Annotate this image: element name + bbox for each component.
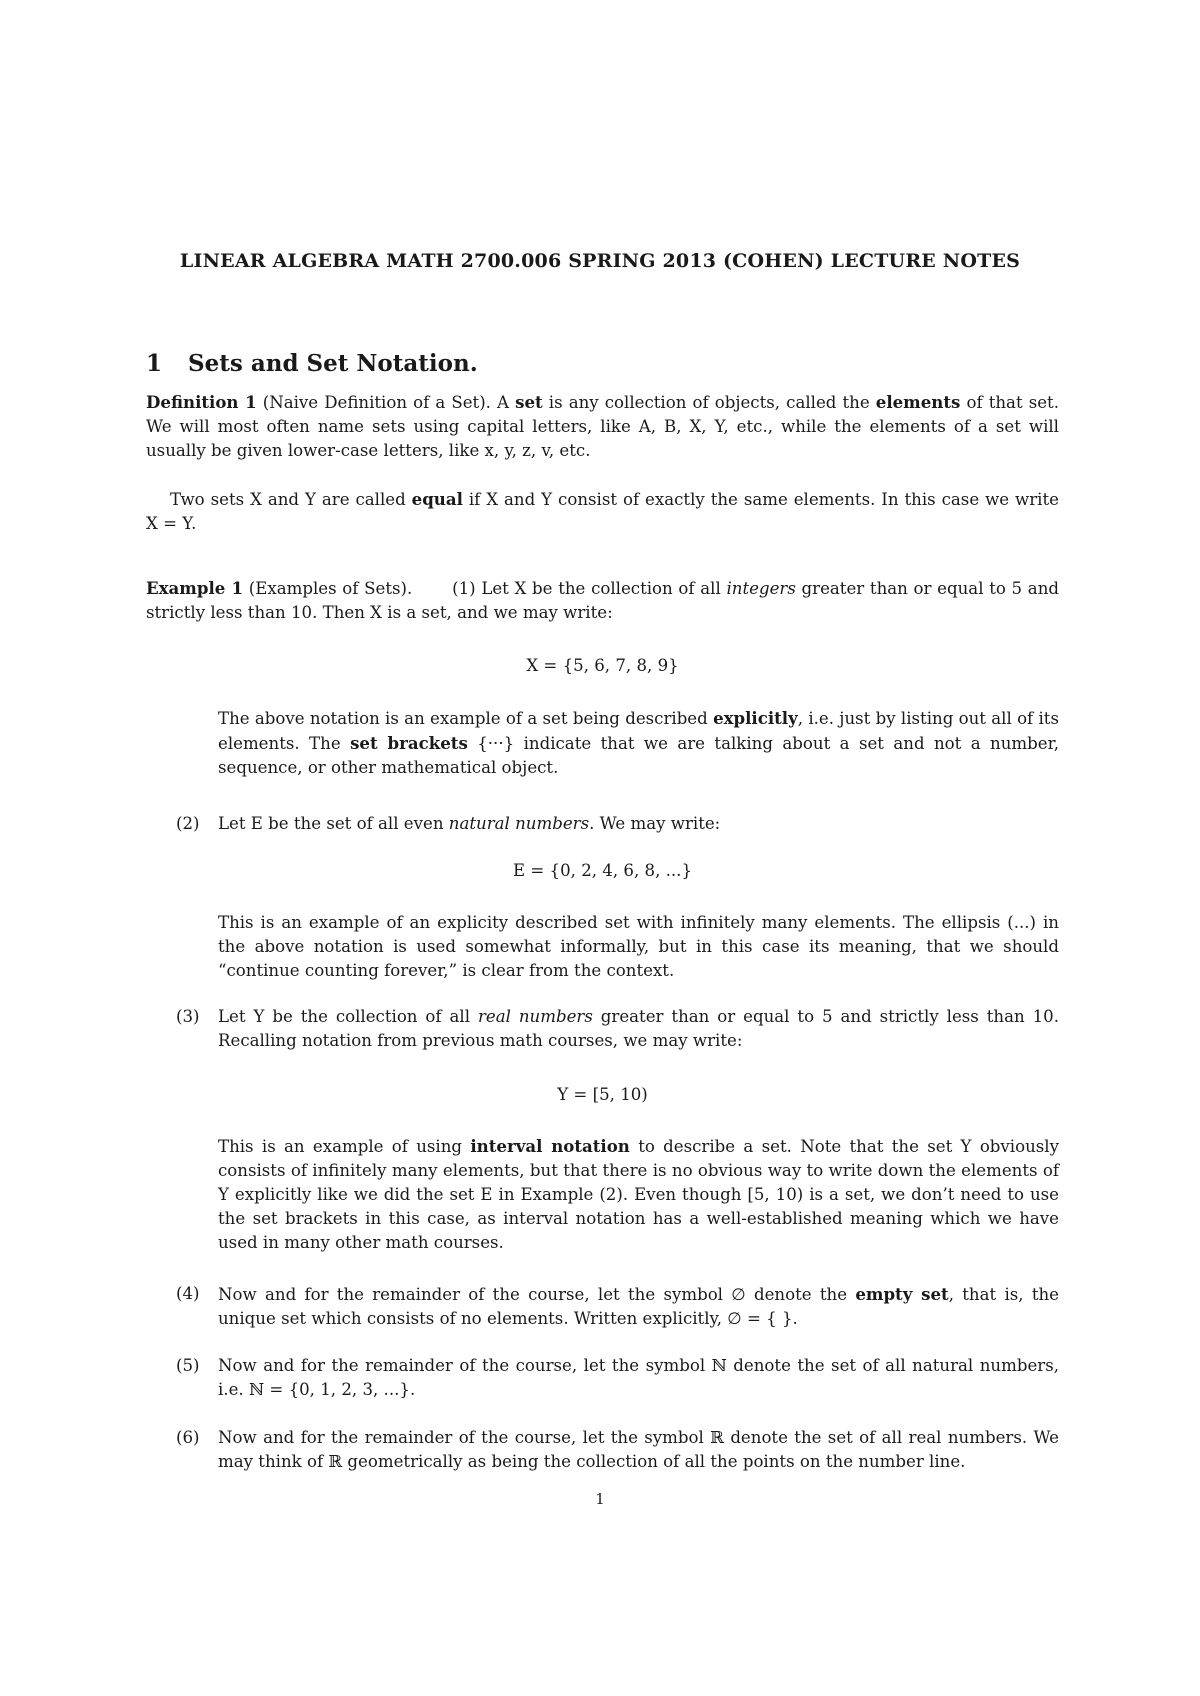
definition-text: of that set. We will most often name sets using capital letters, like A, B, X, Y, etc., while the elements of a set will usually be given lower-case letters, like x, y, z, v, etc. — [146, 393, 1059, 460]
term-empty-set: empty set — [855, 1284, 949, 1304]
term-interval-notation: interval notation — [470, 1136, 630, 1156]
item-text: Now and for the remainder of the course, let the symbol ∅ denote the — [218, 1285, 856, 1304]
equality-text: Two sets X and Y are called — [170, 490, 412, 509]
item-text: . We may write: — [589, 814, 721, 833]
equality-paragraph — [146, 487, 1059, 536]
item-number: (6) — [176, 1428, 200, 1447]
item-text: The above notation is an example of a set being described — [218, 709, 714, 728]
item-number: (5) — [176, 1356, 200, 1375]
term-equal: equal — [411, 489, 463, 509]
item-paragraph — [218, 706, 1059, 780]
definition-label: Definition 1 — [146, 392, 257, 412]
term-explicitly: explicitly — [713, 708, 798, 728]
item-paragraph: Now and for the remainder of the course, let the symbol ℝ denote the set of all real numbers. We may think of ℝ geometrically as being the collection of all the points on the number line. — [218, 1428, 1059, 1471]
section-number: 1 — [146, 350, 163, 377]
item-emphasis: natural numbers — [448, 814, 590, 833]
item-intro — [218, 1005, 1059, 1053]
item-paragraph — [218, 1282, 1059, 1331]
equality-text: if X and Y consist of exactly the same elements. In this case we write X = Y. — [146, 490, 1059, 533]
display-equation: Y = [5, 10) — [557, 1085, 648, 1104]
item-paragraph — [218, 1134, 1059, 1255]
item-number: (3) — [176, 1007, 200, 1026]
term-set: set — [515, 392, 543, 412]
display-equation: X = {5, 6, 7, 8, 9} — [526, 656, 679, 675]
item-text: greater than or equal to 5 and strictly less than 10. Then X is a set, and we may write: — [146, 579, 1060, 622]
term-set-brackets: set brackets — [350, 733, 468, 753]
item-text: This is an example of using — [218, 1137, 471, 1156]
item-number: (4) — [176, 1284, 200, 1303]
item-text: to describe a set. Note that the set Y obviously consists of infinitely many elements, but that there is no obvious way to write down the elements of Y explicitly like we did the set E in Example (2). Even though [5, 10) is a set, we don’t need to use the set brackets in this case, as interval notation has a well-established meaning which we have used in many other math courses. — [218, 1137, 1059, 1252]
item-intro — [218, 812, 1059, 836]
item-paragraph: This is an example of an explicity described set with infinitely many elements. The ellipsis (...) in the above notation is used somewhat informally, but in this case its meaning, that we should “continue counting forever,” is clear from the context. — [218, 913, 1059, 980]
example-label: Example 1 — [146, 578, 244, 598]
item-text: Let Y be the collection of all — [218, 1007, 478, 1026]
example-heading — [146, 576, 1059, 625]
page-number: 1 — [595, 1490, 605, 1508]
item-emphasis: real numbers — [477, 1007, 593, 1026]
definition-text: is any collection of objects, called the — [542, 393, 876, 412]
example-name: (Examples of Sets). — [248, 579, 413, 598]
item-number: (2) — [176, 814, 200, 833]
item-paragraph: Now and for the remainder of the course, let the symbol ℕ denote the set of all natural numbers, i.e. ℕ = {0, 1, 2, 3, ...}. — [218, 1356, 1059, 1399]
item-text: Let X be the collection of all — [481, 579, 727, 598]
term-elements: elements — [875, 392, 961, 412]
document-title: LINEAR ALGEBRA MATH 2700.006 SPRING 2013 (COHEN) LECTURE NOTES — [179, 250, 1021, 272]
item-text: {···} indicate that we are talking about a set and not a number, sequence, or other mathematical object. — [218, 734, 1059, 777]
item-emphasis: integers — [726, 579, 796, 598]
definition-name: (Naive Definition of a Set). — [262, 393, 491, 412]
definition-paragraph — [146, 390, 1059, 463]
item-number: (1) — [452, 579, 476, 598]
item-text: Let E be the set of all even — [218, 814, 449, 833]
display-equation: E = {0, 2, 4, 6, 8, ...} — [512, 861, 693, 880]
definition-text: A — [497, 393, 516, 412]
item-text: , i.e. just by listing out all of its elements. The — [218, 709, 1059, 753]
item-text: , that is, the unique set which consists of no elements. Written explicitly, ∅ = { }. — [218, 1285, 1059, 1328]
section-title: Sets and Set Notation. — [188, 350, 478, 377]
section-heading — [146, 350, 478, 377]
item-text: greater than or equal to 5 and strictly less than 10. Recalling notation from previous math courses, we may write: — [218, 1007, 1059, 1050]
